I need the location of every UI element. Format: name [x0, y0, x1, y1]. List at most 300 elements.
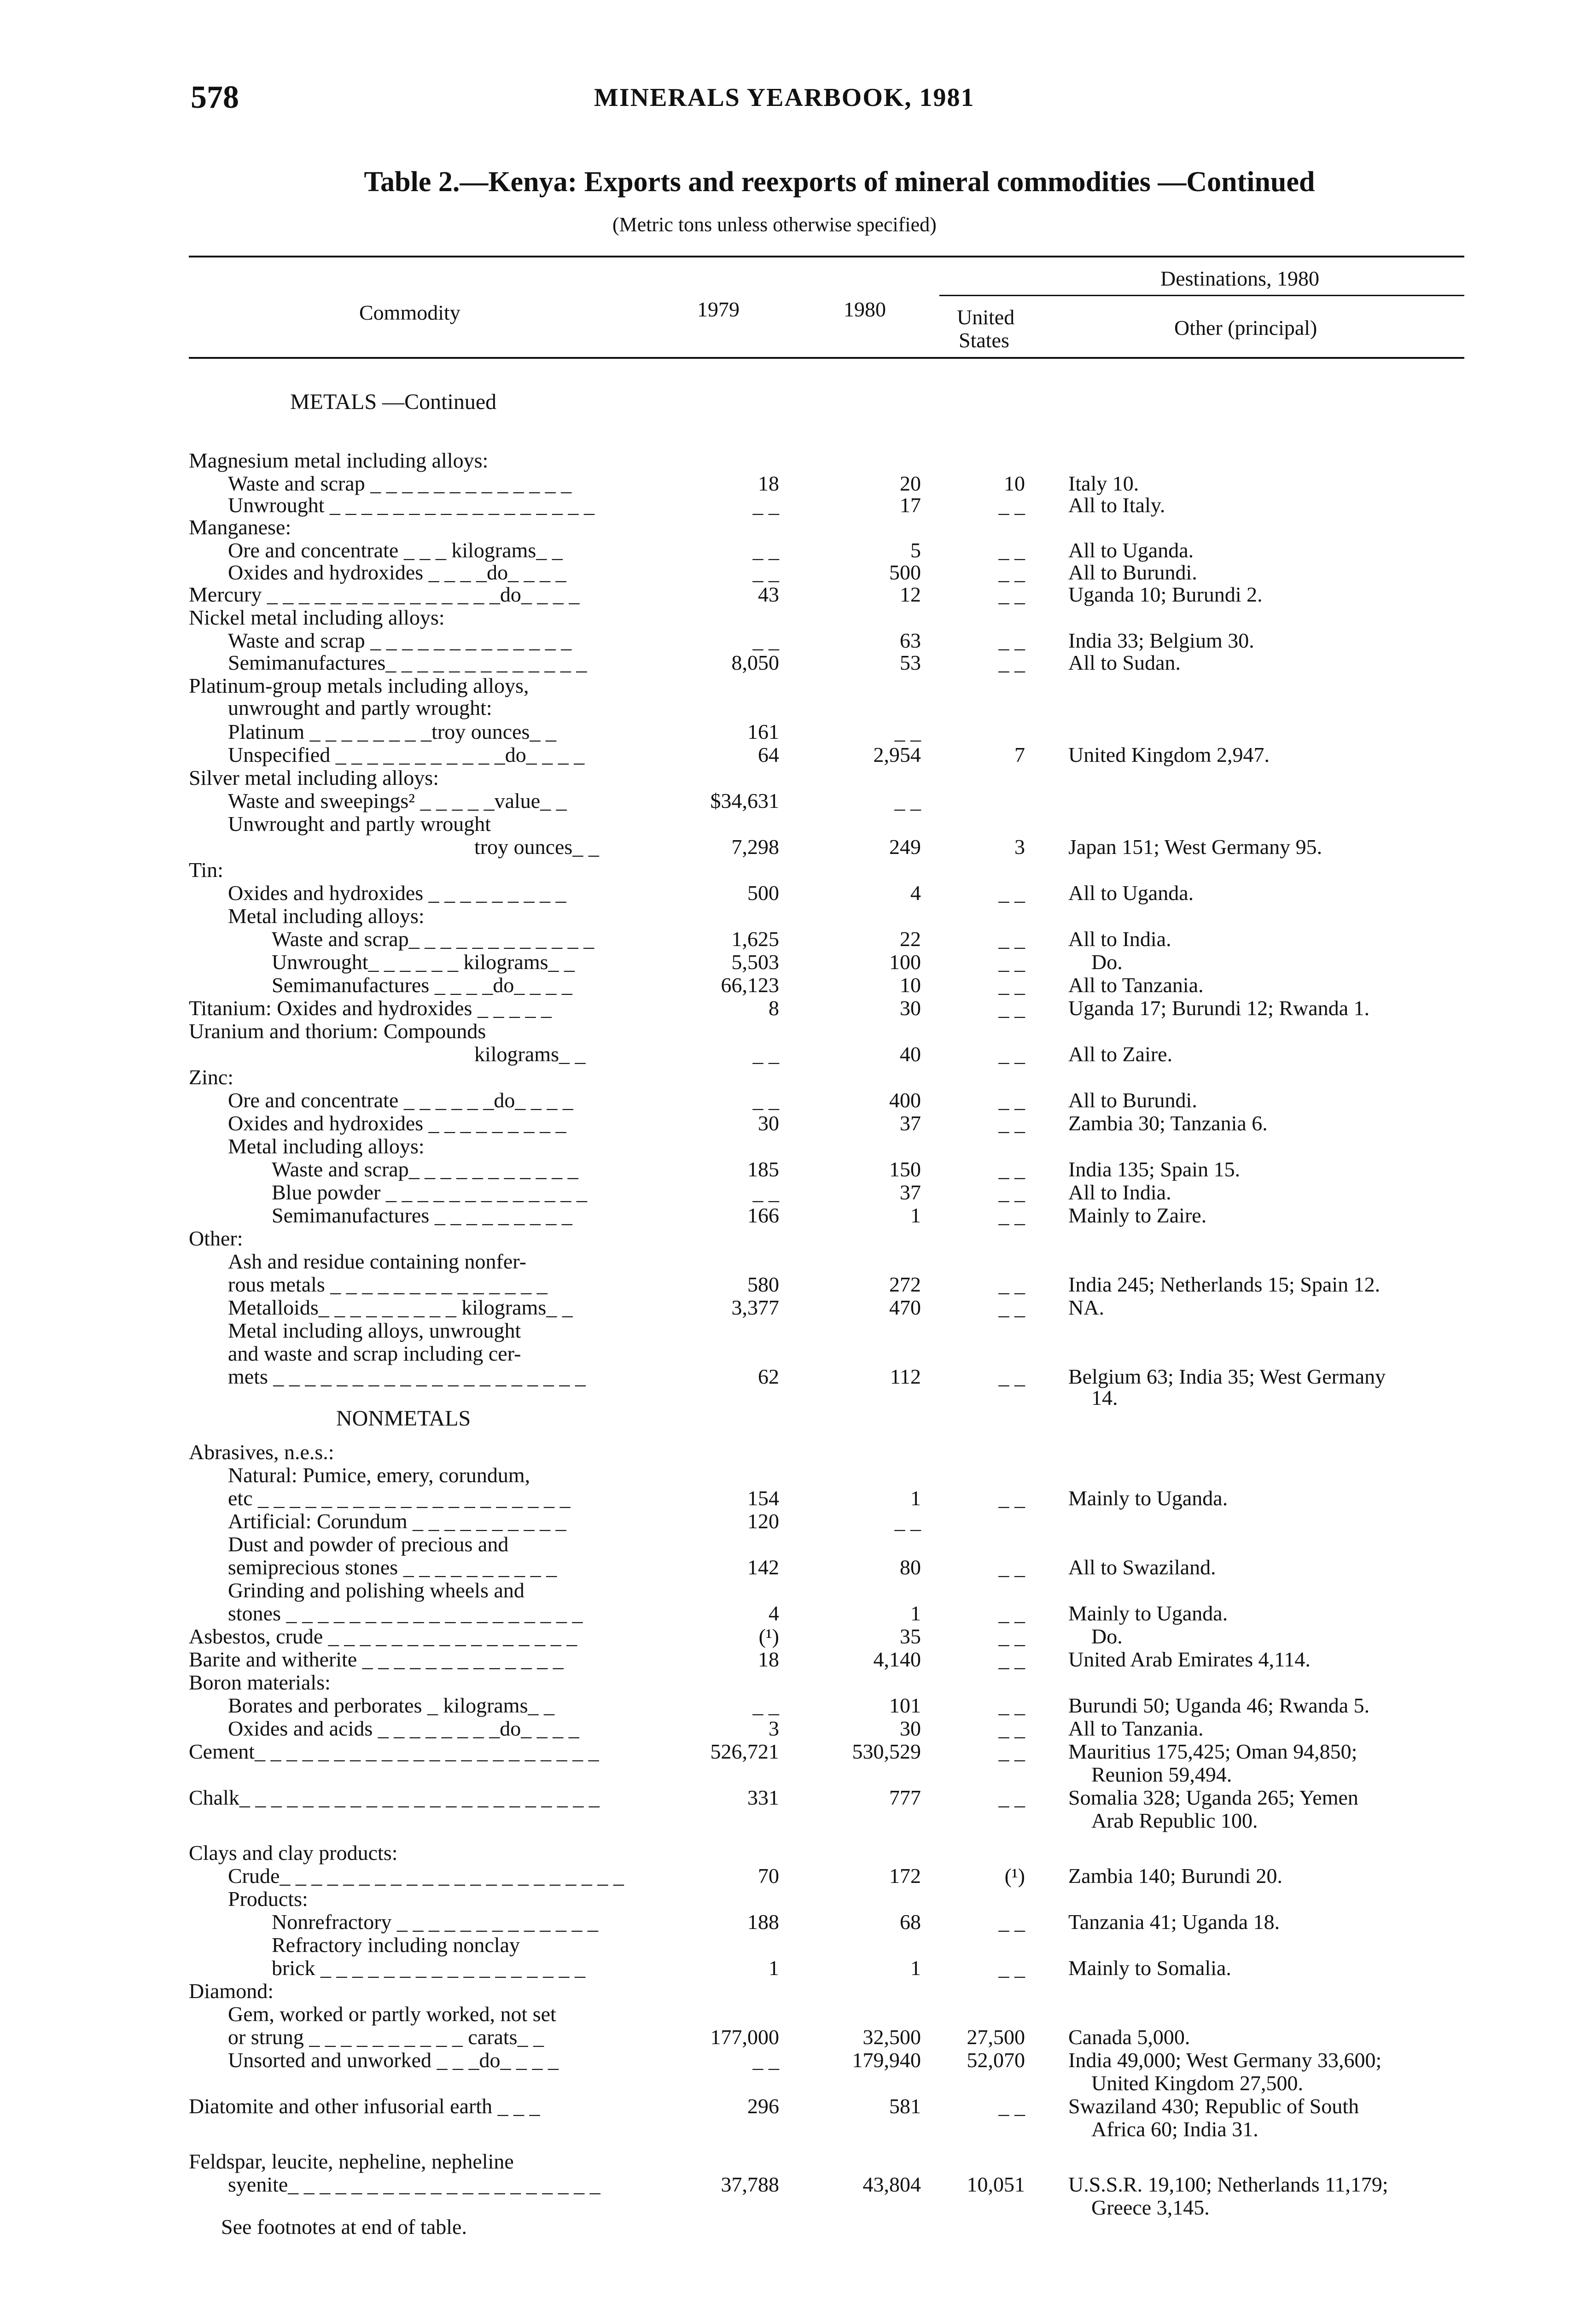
commodity-cell: Ore and concentrate _ _ _ kilograms_ _	[228, 538, 563, 562]
table-row	[0, 606, 1596, 629]
table-row	[0, 2003, 1596, 2026]
value-1980-cell: 4,140	[873, 1648, 921, 1671]
commodity-cell: Feldspar, leucite, nepheline, nepheline	[189, 2150, 514, 2173]
value-1979-cell: 120	[747, 1509, 779, 1533]
united-states-cell: _ _	[998, 1296, 1025, 1319]
table-row	[0, 1579, 1596, 1602]
commodity-cell: Unwrought _ _ _ _ _ _ _ _ _ _ _ _ _ _ _ _ _	[228, 493, 595, 517]
value-1979-cell: _ _	[752, 1181, 779, 1204]
commodity-cell: Cement_ _ _ _ _ _ _ _ _ _ _ _ _ _ _ _ _ _ _ _ _ _	[189, 1740, 599, 1763]
other-destination-cell: 14.	[1091, 1386, 1118, 1409]
table-row	[0, 1556, 1596, 1579]
value-1979-cell: 161	[747, 720, 779, 743]
value-1979-cell: 7,298	[731, 835, 779, 859]
commodity-cell: Diamond:	[189, 1979, 274, 2003]
header-1979: 1979	[697, 298, 740, 321]
value-1979-cell: _ _	[752, 1088, 779, 1112]
commodity-cell: Tin:	[189, 858, 224, 882]
table-subtitle: (Metric tons unless otherwise specified)	[612, 213, 937, 236]
other-destination-cell: Do.	[1091, 1625, 1123, 1648]
other-destination-cell: All to India.	[1068, 1181, 1171, 1204]
united-states-cell: _ _	[998, 1111, 1025, 1135]
united-states-cell: _ _	[998, 973, 1025, 997]
united-states-cell: _ _	[998, 538, 1025, 562]
other-destination-cell: Mainly to Zaire.	[1068, 1204, 1207, 1227]
table-row	[0, 2095, 1596, 2118]
commodity-cell: Oxides and hydroxides _ _ _ _ _ _ _ _ _	[228, 881, 566, 905]
commodity-cell: Crude_ _ _ _ _ _ _ _ _ _ _ _ _ _ _ _ _ _ _ _ _ _	[228, 1864, 624, 1888]
value-1980-cell: 249	[889, 835, 921, 859]
value-1980-cell: 777	[889, 1786, 921, 1809]
other-destination-cell: All to Burundi.	[1068, 1088, 1197, 1112]
table-row	[0, 789, 1596, 812]
value-1979-cell: _ _	[752, 493, 779, 517]
other-destination-cell: Mauritius 175,425; Oman 94,850;	[1068, 1740, 1357, 1763]
value-1979-cell: 166	[747, 1204, 779, 1227]
other-destination-cell: India 49,000; West Germany 33,600;	[1068, 2048, 1382, 2072]
value-1979-cell: 64	[758, 743, 779, 766]
commodity-cell: syenite_ _ _ _ _ _ _ _ _ _ _ _ _ _ _ _ _ _ _ _	[228, 2173, 600, 2196]
other-destination-cell: Japan 151; West Germany 95.	[1068, 835, 1322, 859]
table-row	[0, 1841, 1596, 1865]
commodity-cell: etc _ _ _ _ _ _ _ _ _ _ _ _ _ _ _ _ _ _ _ _	[228, 1486, 571, 1510]
other-destination-cell: Mainly to Uganda.	[1068, 1486, 1228, 1510]
commodity-cell: Waste and scrap_ _ _ _ _ _ _ _ _ _ _	[272, 1157, 578, 1181]
table-row	[0, 1625, 1596, 1648]
commodity-cell: Semimanufactures_ _ _ _ _ _ _ _ _ _ _ _ _	[228, 651, 587, 674]
commodity-cell: Borates and perborates _ kilograms_ _	[228, 1694, 554, 1717]
table-row	[0, 1740, 1596, 1763]
table-row	[0, 882, 1596, 905]
table-row	[0, 1980, 1596, 2003]
commodity-cell: Natural: Pumice, emery, corundum,	[228, 1463, 530, 1487]
other-destination-cell: Mainly to Somalia.	[1068, 1956, 1231, 1980]
table-row	[0, 516, 1596, 539]
value-1980-cell: 17	[900, 493, 921, 517]
table-row	[0, 1694, 1596, 1717]
value-1980-cell: 53	[900, 651, 921, 674]
united-states-cell: _ _	[998, 1204, 1025, 1227]
commodity-cell: Titanium: Oxides and hydroxides _ _ _ _ _	[189, 996, 552, 1020]
commodity-cell: Nonrefractory _ _ _ _ _ _ _ _ _ _ _ _ _	[272, 1910, 599, 1934]
other-destination-cell: United Arab Emirates 4,114.	[1068, 1648, 1311, 1671]
table-row	[0, 720, 1596, 743]
commodity-cell: Waste and scrap_ _ _ _ _ _ _ _ _ _ _ _	[272, 927, 594, 951]
united-states-cell: _ _	[998, 927, 1025, 951]
commodity-cell: Oxides and hydroxides _ _ _ _ _ _ _ _ _	[228, 1111, 566, 1135]
table-row	[0, 1066, 1596, 1089]
table-row	[0, 1911, 1596, 1934]
header-1980: 1980	[844, 298, 886, 321]
commodity-cell: Boron materials:	[189, 1671, 331, 1694]
table-row	[0, 494, 1596, 517]
united-states-cell: (¹)	[1004, 1864, 1025, 1888]
other-destination-cell: Reunion 59,494.	[1091, 1763, 1232, 1786]
value-1979-cell: 66,123	[721, 973, 779, 997]
table-row	[0, 1296, 1596, 1319]
other-destination-cell: Canada 5,000.	[1068, 2025, 1190, 2049]
value-1980-cell: 179,940	[852, 2048, 921, 2072]
commodity-cell: Unwrought_ _ _ _ _ _ kilograms_ _	[272, 950, 575, 974]
other-destination-cell: NA.	[1068, 1296, 1104, 1319]
table-row	[0, 1204, 1596, 1227]
value-1979-cell: 8,050	[731, 651, 779, 674]
other-destination-cell: All to Uganda.	[1068, 881, 1194, 905]
value-1980-cell: 80	[900, 1555, 921, 1579]
other-destination-cell: All to Tanzania.	[1068, 973, 1204, 997]
other-destination-cell: All to Burundi.	[1068, 561, 1197, 584]
table-row	[0, 629, 1596, 652]
table-row	[0, 674, 1596, 697]
table-row	[0, 812, 1596, 836]
other-destination-cell: All to Tanzania.	[1068, 1717, 1204, 1740]
table-row	[0, 1441, 1596, 1464]
table-row	[0, 1089, 1596, 1112]
united-states-cell: _ _	[998, 1956, 1025, 1980]
other-destination-cell: All to Swaziland.	[1068, 1555, 1216, 1579]
united-states-cell: _ _	[998, 996, 1025, 1020]
value-1980-cell: 5	[910, 538, 921, 562]
table-row	[0, 1648, 1596, 1671]
commodity-cell: and waste and scrap including cer-	[228, 1342, 521, 1365]
other-destination-cell: United Kingdom 2,947.	[1068, 743, 1270, 766]
table-row	[0, 1043, 1596, 1066]
united-states-cell: _ _	[998, 1786, 1025, 1809]
commodity-cell: unwrought and partly wrought:	[228, 696, 492, 719]
table-row	[0, 1386, 1596, 1409]
table-row	[0, 2049, 1596, 2072]
commodity-cell: Waste and scrap _ _ _ _ _ _ _ _ _ _ _ _ _	[228, 472, 572, 495]
other-destination-cell: Swaziland 430; Republic of South	[1068, 2094, 1359, 2118]
value-1980-cell: 10	[900, 973, 921, 997]
value-1979-cell: 185	[747, 1157, 779, 1181]
value-1979-cell: _ _	[752, 1694, 779, 1717]
table-row	[0, 997, 1596, 1020]
united-states-cell: _ _	[998, 1486, 1025, 1510]
value-1979-cell: _ _	[752, 538, 779, 562]
table-row	[0, 1158, 1596, 1181]
value-1979-cell: 154	[747, 1486, 779, 1510]
united-states-cell: _ _	[998, 2094, 1025, 2118]
value-1979-cell: (¹)	[758, 1625, 779, 1648]
commodity-cell: Oxides and acids _ _ _ _ _ _ _ _do_ _ _ _	[228, 1717, 579, 1740]
value-1980-cell: 400	[889, 1088, 921, 1112]
section-nonmetals: NONMETALS	[336, 1406, 471, 1431]
commodity-cell: Chalk_ _ _ _ _ _ _ _ _ _ _ _ _ _ _ _ _ _ _ _ _ _ _	[189, 1786, 600, 1809]
other-destination-cell: Africa 60; India 31.	[1091, 2117, 1258, 2141]
other-destination-cell: Somalia 328; Uganda 265; Yemen	[1068, 1786, 1358, 1809]
value-1980-cell: _ _	[894, 1509, 921, 1533]
united-states-cell: 3	[1014, 835, 1025, 859]
value-1979-cell: 70	[758, 1864, 779, 1888]
other-destination-cell: Tanzania 41; Uganda 18.	[1068, 1910, 1280, 1934]
table-row	[0, 1763, 1596, 1786]
table-row	[0, 2150, 1596, 2173]
commodity-cell: troy ounces_ _	[474, 835, 599, 859]
table-row	[0, 1934, 1596, 1957]
value-1980-cell: 272	[889, 1273, 921, 1296]
value-1980-cell: _ _	[894, 720, 921, 743]
value-1980-cell: 1	[910, 1204, 921, 1227]
other-destination-cell: Zambia 140; Burundi 20.	[1068, 1864, 1283, 1888]
commodity-cell: Semimanufactures _ _ _ _ _ _ _ _ _	[272, 1204, 572, 1227]
value-1979-cell: 142	[747, 1555, 779, 1579]
commodity-cell: Gem, worked or partly worked, not set	[228, 2002, 556, 2026]
table-row	[0, 651, 1596, 674]
table-title-main: —Kenya: Exports and reexports of mineral commodities —Continued	[460, 166, 1315, 198]
commodity-cell: Waste and sweepings² _ _ _ _ _value_ _	[228, 789, 567, 812]
other-destination-cell: United Kingdom 27,500.	[1091, 2071, 1303, 2095]
value-1979-cell: _ _	[752, 2048, 779, 2072]
table-row	[0, 1135, 1596, 1158]
table-row	[0, 974, 1596, 997]
united-states-cell: _ _	[998, 1042, 1025, 1066]
table-row	[0, 836, 1596, 859]
table-row	[0, 2173, 1596, 2196]
united-states-cell: 10	[1004, 472, 1025, 495]
commodity-cell: Dust and powder of precious and	[228, 1532, 509, 1556]
table-row	[0, 1533, 1596, 1556]
header-destinations: Destinations, 1980	[1160, 267, 1319, 290]
value-1979-cell: 37,788	[721, 2173, 779, 2196]
section-metals: METALS —Continued	[290, 390, 497, 414]
commodity-cell: Semimanufactures _ _ _ _do_ _ _ _	[272, 973, 572, 997]
table-row	[0, 1957, 1596, 1980]
value-1980-cell: 470	[889, 1296, 921, 1319]
table-row	[0, 449, 1596, 472]
table-row	[0, 2118, 1596, 2141]
value-1979-cell: 43	[758, 583, 779, 606]
other-destination-cell: Arab Republic 100.	[1091, 1809, 1258, 1832]
value-1979-cell: 500	[747, 881, 779, 905]
commodity-cell: Oxides and hydroxides _ _ _ _do_ _ _ _	[228, 561, 566, 584]
united-states-cell: 27,500	[967, 2025, 1025, 2049]
value-1979-cell: 580	[747, 1273, 779, 1296]
commodity-cell: Unsorted and unworked _ _ _do_ _ _ _	[228, 2048, 559, 2072]
table-row	[0, 1342, 1596, 1365]
table-row	[0, 1888, 1596, 1911]
value-1980-cell: 22	[900, 927, 921, 951]
commodity-cell: Waste and scrap _ _ _ _ _ _ _ _ _ _ _ _ _	[228, 629, 572, 652]
united-states-cell: _ _	[998, 629, 1025, 652]
other-destination-cell: Uganda 10; Burundi 2.	[1068, 583, 1263, 606]
value-1979-cell: 3,377	[731, 1296, 779, 1319]
commodity-cell: semiprecious stones _ _ _ _ _ _ _ _ _ _	[228, 1555, 557, 1579]
united-states-cell: 52,070	[967, 2048, 1025, 2072]
value-1980-cell: 63	[900, 629, 921, 652]
commodity-cell: Uranium and thorium: Compounds	[189, 1019, 486, 1043]
other-destination-cell: Do.	[1091, 950, 1123, 974]
table-row	[0, 583, 1596, 606]
table-title-prefix: Table 2.	[364, 166, 460, 198]
table-row	[0, 1319, 1596, 1342]
commodity-cell: Refractory including nonclay	[272, 1933, 520, 1957]
value-1979-cell: $34,631	[710, 789, 779, 812]
value-1979-cell: 30	[758, 1111, 779, 1135]
commodity-cell: Zinc:	[189, 1065, 234, 1089]
value-1979-cell: _ _	[752, 561, 779, 584]
value-1980-cell: 32,500	[862, 2025, 921, 2049]
table-row	[0, 951, 1596, 974]
value-1979-cell: 1,625	[731, 927, 779, 951]
header-united: United	[957, 305, 1015, 329]
commodity-cell: Blue powder _ _ _ _ _ _ _ _ _ _ _ _ _	[272, 1181, 587, 1204]
table-row	[0, 2026, 1596, 2049]
value-1980-cell: 150	[889, 1157, 921, 1181]
united-states-cell: _ _	[998, 1717, 1025, 1740]
commodity-cell: Platinum-group metals including alloys,	[189, 674, 529, 697]
header-states: States	[959, 328, 1009, 352]
header-commodity: Commodity	[359, 301, 460, 324]
table-row	[0, 1112, 1596, 1135]
other-destination-cell: India 135; Spain 15.	[1068, 1157, 1241, 1181]
table-row	[0, 1786, 1596, 1809]
value-1980-cell: 101	[889, 1694, 921, 1717]
commodity-cell: Silver metal including alloys:	[189, 766, 439, 789]
united-states-cell: _ _	[998, 493, 1025, 517]
commodity-cell: Diatomite and other infusorial earth _ _ _	[189, 2094, 540, 2118]
united-states-cell: _ _	[998, 1694, 1025, 1717]
commodity-cell: Clays and clay products:	[189, 1841, 398, 1865]
table-row	[0, 696, 1596, 719]
value-1980-cell: 1	[910, 1956, 921, 1980]
other-destination-cell: All to Italy.	[1068, 493, 1165, 517]
commodity-cell: brick _ _ _ _ _ _ _ _ _ _ _ _ _ _ _ _ _	[272, 1956, 586, 1980]
other-destination-cell: Greece 3,145.	[1091, 2196, 1210, 2219]
table-row	[0, 1227, 1596, 1250]
value-1980-cell: 172	[889, 1864, 921, 1888]
commodity-cell: Barite and witherite _ _ _ _ _ _ _ _ _ _ _ _ _	[189, 1648, 564, 1671]
value-1979-cell: 62	[758, 1365, 779, 1388]
commodity-cell: Products:	[228, 1887, 308, 1911]
value-1980-cell: _ _	[894, 789, 921, 812]
commodity-cell: Artificial: Corundum _ _ _ _ _ _ _ _ _ _	[228, 1509, 566, 1533]
commodity-cell: Unwrought and partly wrought	[228, 812, 491, 836]
commodity-cell: stones _ _ _ _ _ _ _ _ _ _ _ _ _ _ _ _ _ _ _	[228, 1602, 583, 1625]
table-row	[0, 1273, 1596, 1296]
value-1979-cell: 296	[747, 2094, 779, 2118]
value-1980-cell: 12	[900, 583, 921, 606]
table-row	[0, 1717, 1596, 1740]
commodity-cell: Metal including alloys, unwrought	[228, 1319, 521, 1342]
table-row	[0, 928, 1596, 951]
table-row	[0, 1181, 1596, 1204]
value-1980-cell: 68	[900, 1910, 921, 1934]
header-other-principal: Other (principal)	[1174, 316, 1317, 339]
commodity-cell: or strung _ _ _ _ _ _ _ _ _ _ carats_ _	[228, 2025, 544, 2049]
value-1979-cell: _ _	[752, 1042, 779, 1066]
table-row	[0, 1602, 1596, 1625]
commodity-cell: Manganese:	[189, 515, 291, 539]
united-states-cell: _ _	[998, 1365, 1025, 1388]
table-row	[0, 2072, 1596, 2095]
table-row	[0, 561, 1596, 584]
value-1980-cell: 100	[889, 950, 921, 974]
table-row	[0, 1671, 1596, 1694]
other-destination-cell: Zambia 30; Tanzania 6.	[1068, 1111, 1268, 1135]
other-destination-cell: All to Uganda.	[1068, 538, 1194, 562]
value-1980-cell: 1	[910, 1602, 921, 1625]
united-states-cell: _ _	[998, 1181, 1025, 1204]
table-row	[0, 766, 1596, 789]
value-1980-cell: 20	[900, 472, 921, 495]
united-states-cell: _ _	[998, 950, 1025, 974]
table-row	[0, 859, 1596, 882]
other-destination-cell: Belgium 63; India 35; West Germany	[1068, 1365, 1386, 1388]
commodity-cell: Magnesium metal including alloys:	[189, 449, 489, 472]
value-1980-cell: 500	[889, 561, 921, 584]
table-row	[0, 1510, 1596, 1533]
united-states-cell: _ _	[998, 1157, 1025, 1181]
value-1979-cell: 331	[747, 1786, 779, 1809]
value-1980-cell: 40	[900, 1042, 921, 1066]
table-row	[0, 539, 1596, 562]
value-1979-cell: 4	[769, 1602, 779, 1625]
united-states-cell: 10,051	[967, 2173, 1025, 2196]
footnote-reference: See footnotes at end of table.	[221, 2215, 467, 2239]
value-1979-cell: 526,721	[710, 1740, 779, 1763]
value-1980-cell: 37	[900, 1181, 921, 1204]
united-states-cell: _ _	[998, 881, 1025, 905]
commodity-cell: Asbestos, crude _ _ _ _ _ _ _ _ _ _ _ _ _ _ _ _	[189, 1625, 577, 1648]
united-states-cell: _ _	[998, 651, 1025, 674]
united-states-cell: _ _	[998, 1555, 1025, 1579]
value-1980-cell: 43,804	[862, 2173, 921, 2196]
value-1979-cell: 188	[747, 1910, 779, 1934]
commodity-cell: Unspecified _ _ _ _ _ _ _ _ _ _ _do_ _ _ _	[228, 743, 585, 766]
commodity-cell: Ore and concentrate _ _ _ _ _ _do_ _ _ _	[228, 1088, 573, 1112]
table-row	[0, 1809, 1596, 1832]
commodity-cell: Metalloids_ _ _ _ _ _ _ _ _ kilograms_ _	[228, 1296, 573, 1319]
other-destination-cell: All to India.	[1068, 927, 1171, 951]
table-row	[0, 905, 1596, 928]
value-1979-cell: _ _	[752, 629, 779, 652]
other-destination-cell: Burundi 50; Uganda 46; Rwanda 5.	[1068, 1694, 1370, 1717]
other-destination-cell: India 245; Netherlands 15; Spain 12.	[1068, 1273, 1380, 1296]
value-1980-cell: 4	[910, 881, 921, 905]
united-states-cell: _ _	[998, 1602, 1025, 1625]
value-1980-cell: 35	[900, 1625, 921, 1648]
united-states-cell: _ _	[998, 1740, 1025, 1763]
value-1979-cell: 177,000	[710, 2025, 779, 2049]
running-head: MINERALS YEARBOOK, 1981	[594, 83, 975, 112]
other-destination-cell: All to Sudan.	[1068, 651, 1181, 674]
commodity-cell: Other:	[189, 1227, 243, 1250]
value-1979-cell: 8	[769, 996, 779, 1020]
other-destination-cell: All to Zaire.	[1068, 1042, 1173, 1066]
commodity-cell: kilograms_ _	[474, 1042, 586, 1066]
value-1980-cell: 581	[889, 2094, 921, 2118]
commodity-cell: Grinding and polishing wheels and	[228, 1578, 524, 1602]
commodity-cell: rous metals _ _ _ _ _ _ _ _ _ _ _ _ _ _	[228, 1273, 548, 1296]
united-states-cell: 7	[1014, 743, 1025, 766]
other-destination-cell: India 33; Belgium 30.	[1068, 629, 1254, 652]
united-states-cell: _ _	[998, 583, 1025, 606]
commodity-cell: Nickel metal including alloys:	[189, 606, 445, 629]
table-row	[0, 1464, 1596, 1487]
united-states-cell: _ _	[998, 1910, 1025, 1934]
table-row	[0, 1365, 1596, 1388]
commodity-cell: Metal including alloys:	[228, 904, 425, 928]
united-states-cell: _ _	[998, 1273, 1025, 1296]
united-states-cell: _ _	[998, 1088, 1025, 1112]
value-1980-cell: 112	[890, 1365, 921, 1388]
value-1979-cell: 3	[769, 1717, 779, 1740]
commodity-cell: Abrasives, n.e.s.:	[189, 1440, 334, 1464]
other-destination-cell: Italy 10.	[1068, 472, 1139, 495]
table-row	[0, 1487, 1596, 1510]
commodity-cell: mets _ _ _ _ _ _ _ _ _ _ _ _ _ _ _ _ _ _ _ _	[228, 1365, 586, 1388]
